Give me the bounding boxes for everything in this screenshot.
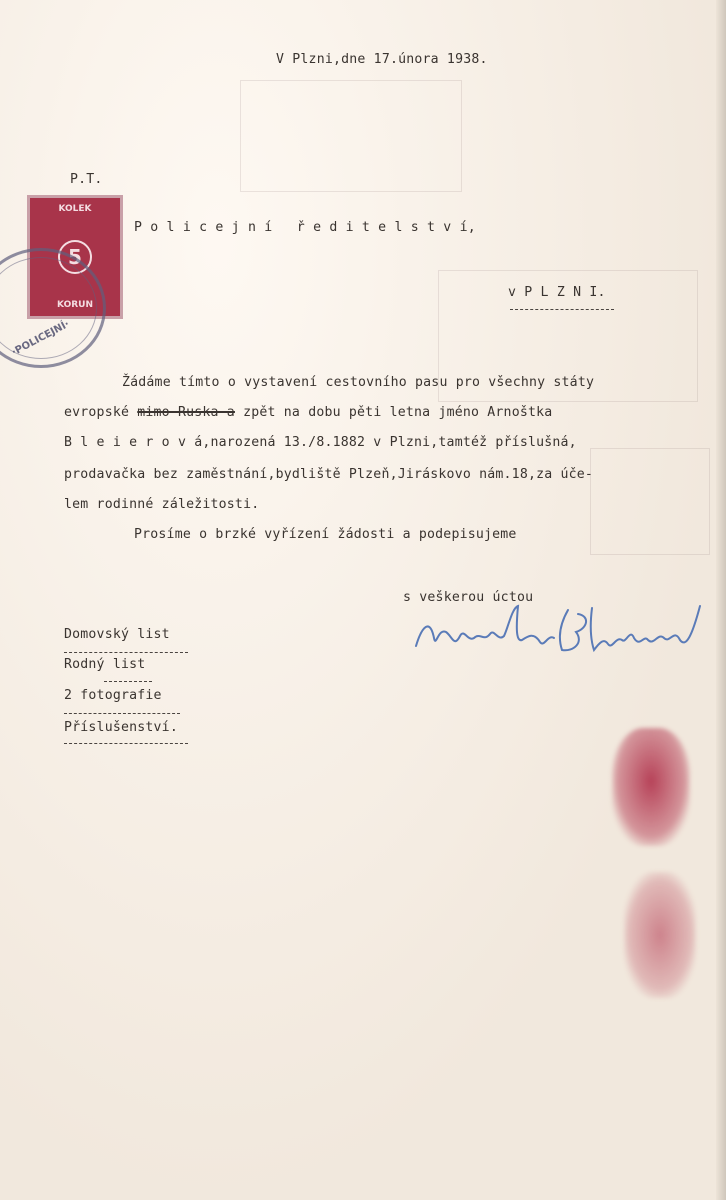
closing: s veškerou úctou: [403, 590, 534, 605]
attachment-4-underline: [64, 743, 188, 744]
faint-stamp-box: [590, 448, 710, 555]
faint-stamp-box: [240, 80, 462, 192]
police-seal-lettering: ·POLICEJNÍ·: [10, 318, 72, 359]
attachment-3: 2 fotografie: [64, 688, 162, 703]
body-line-2b: zpět na dobu pěti letna jméno Arnoštka: [234, 405, 553, 420]
stamp-currency: KORUN: [57, 300, 93, 310]
body-line-2: [64, 405, 552, 420]
body-line-4: prodavačka bez zaměstnání,bydliště Plzeň,Jiráskovo nám.18,za úče-: [64, 467, 594, 482]
attachment-1-underline: [64, 652, 188, 653]
handwritten-signature: [408, 598, 708, 668]
fingerprint: [612, 728, 690, 846]
police-seal-ring: [0, 257, 97, 359]
salutation: P.T.: [70, 172, 103, 187]
city-underline: [510, 309, 614, 310]
attachment-1: Domovský list: [64, 627, 170, 642]
body-line-3: B l e i e r o v á,narozená 13./8.1882 v Plzni,tamtéž příslušná,: [64, 435, 577, 450]
recipient: P o l i c e j n í ř e d i t e l s t v í,: [134, 220, 476, 235]
fingerprint: [624, 872, 696, 998]
struck-text: mimo Ruska a: [137, 405, 235, 420]
attachment-2: Rodný list: [64, 657, 146, 672]
recipient-city: v P L Z N I.: [508, 285, 606, 300]
place-date: V Plzni,dne 17.února 1938.: [276, 52, 488, 67]
attachment-2-underline: [104, 681, 152, 682]
page-edge: [716, 0, 726, 1200]
attachment-4: Příslušenství.: [64, 720, 178, 735]
attachment-3-underline: [64, 713, 180, 714]
body-line-1: Žádáme tímto o vystavení cestovního pasu pro všechny státy: [122, 375, 595, 390]
body-line-2a: evropské: [64, 405, 138, 420]
stamp-top-label: KOLEK: [58, 204, 92, 214]
body-line-6: Prosíme o brzké vyřízení žádosti a podepisujeme: [134, 527, 517, 542]
body-line-5: lem rodinné záležitosti.: [64, 497, 260, 512]
stamp-value: 5: [58, 240, 92, 274]
